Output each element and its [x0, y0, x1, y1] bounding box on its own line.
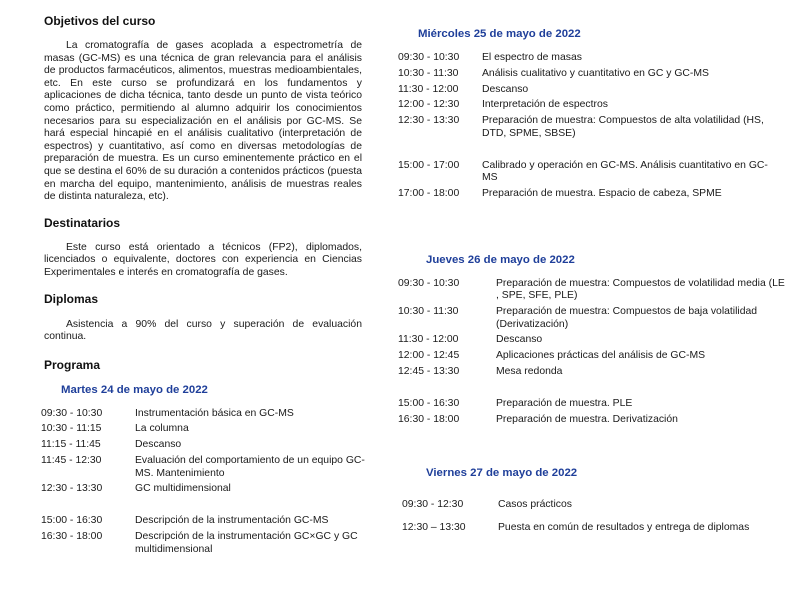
schedule-row [41, 455, 377, 483]
schedule-row [41, 423, 377, 439]
right-column [398, 14, 788, 535]
time-cell: 12:30 - 13:30 [398, 115, 460, 127]
destinatarios-text: Este curso está orientado a técnicos (FP2), diplomados, licenciados o equivalente, doctores con experiencia en Ciencias Experimentales e interés en cromatografía de gases. [44, 241, 362, 278]
activity-cell: Preparación de muestra: Compuestos de baja volatilidad (Derivatización) [496, 306, 758, 330]
schedule-row [398, 382, 788, 414]
day-title-miercoles: Miércoles 25 de mayo de 2022 [418, 28, 581, 40]
activity-cell: Descanso [496, 334, 543, 346]
schedule-row [398, 350, 788, 366]
activity-cell: Puesta en común de resultados y entrega de diplomas [498, 521, 750, 533]
activity-cell: Preparación de muestra: Compuestos de alta volatilidad (HS, DTD, SPME, SBSE) [482, 115, 764, 139]
time-cell: 12:30 - 13:30 [41, 483, 103, 495]
time-cell: 16:30 - 18:00 [41, 530, 103, 542]
schedule-row [41, 483, 377, 499]
schedule-row [398, 414, 788, 430]
time-cell: 10:30 - 11:30 [398, 67, 459, 79]
activity-cell: Descripción de la instrumentación GC×GC y GC multidimensional [135, 530, 358, 555]
schedule-row [398, 52, 788, 68]
schedule-row [398, 144, 788, 188]
time-cell: 11:30 - 12:00 [398, 334, 459, 346]
schedule-row [41, 408, 377, 424]
activity-cell: Preparación de muestra. Derivatización [496, 413, 678, 425]
left-column [41, 14, 365, 559]
time-cell: 11:15 - 11:45 [41, 439, 101, 451]
time-cell: 09:30 - 10:30 [398, 52, 460, 63]
activity-cell: La columna [135, 423, 189, 435]
time-cell: 11:30 - 12:00 [398, 83, 459, 95]
activity-cell: Preparación de muestra. PLE [496, 397, 633, 409]
time-cell: 09:30 - 10:30 [398, 277, 460, 289]
diplomas-heading: Diplomas [44, 291, 99, 306]
day-title-jueves: Jueves 26 de mayo de 2022 [426, 253, 575, 266]
activity-cell: Descanso [135, 439, 182, 451]
activity-cell: Mesa redonda [496, 365, 563, 377]
time-cell: 17:00 - 18:00 [398, 187, 460, 199]
time-cell: 15:00 - 17:00 [398, 159, 460, 171]
time-cell: 10:30 - 11:15 [41, 423, 102, 435]
activity-cell: Interpretación de espectros [482, 99, 608, 111]
day-title-viernes: Viernes 27 de mayo de 2022 [426, 467, 578, 480]
schedule-jueves [398, 278, 788, 430]
day-title-martes: Martes 24 de mayo de 2022 [61, 383, 208, 396]
time-cell: 15:00 - 16:30 [398, 397, 460, 409]
schedule-row [402, 499, 788, 522]
activity-cell: Instrumentación básica en GC-MS [135, 407, 294, 419]
schedule-row [398, 278, 788, 306]
activity-cell: Descripción de la instrumentación GC-MS [135, 515, 329, 527]
time-cell: 11:45 - 12:30 [41, 455, 102, 467]
schedule-row [398, 366, 788, 382]
schedule-row [398, 99, 788, 115]
schedule-martes [41, 408, 377, 560]
destinatarios-heading: Destinatarios [44, 215, 121, 230]
schedule-row [398, 115, 788, 143]
activity-cell: Evaluación del comportamiento de un equipo GC-MS. Mantenimiento [135, 455, 365, 479]
schedule-row [41, 499, 377, 531]
schedule-row [398, 306, 788, 334]
objetivos-text: La cromatografía de gases acoplada a espectrometría de masas (GC-MS) es una técnica de gran relevancia para el análisis de productos farmacéuticos, alimentos, muestras medioambientales, etc. En este curso se profundizará en los fundamentos y aplicaciones de dicha técnica, tanto desde un punto de vista teórico como práctico, permitiendo al alumno adquirir los conocimientos necesarios para su especialización en el análisis por GC-MS. Se hará especial hincapié en el análisis cualitativo (interpretación de espectros) y cuantitativo, así como en diversas metodologías de preparación de muestra. Es un curso eminentemente práctico en el que se destina el 60% de su duración a contenidos prácticos (puesta en marcha del equipo, mantenimiento, análisis de muestras reales de distinta naturaleza, etc). [44, 40, 362, 203]
diplomas-text: Asistencia a 90% del curso y superación de evaluación continua. [44, 318, 362, 343]
schedule-miercoles [398, 52, 788, 204]
schedule-row [398, 188, 788, 204]
time-cell: 15:00 - 16:30 [41, 515, 103, 527]
activity-cell: Aplicaciones prácticas del análisis de GC-MS [496, 350, 706, 362]
schedule-row [402, 522, 788, 535]
time-cell: 12:00 - 12:30 [398, 99, 460, 111]
activity-cell: Calibrado y operación en GC-MS. Análisis cuantitativo en GC-MS [482, 159, 768, 184]
programa-heading: Programa [44, 357, 101, 372]
time-cell: 16:30 - 18:00 [398, 413, 460, 425]
activity-cell: Preparación de muestra. Espacio de cabeza, SPME [482, 187, 722, 199]
activity-cell: Análisis cualitativo y cuantitativo en GC y GC-MS [482, 67, 709, 79]
activity-cell: Descanso [482, 83, 529, 95]
activity-cell: Preparación de muestra: Compuestos de volatilidad media (LE , SPE, SFE, PLE) [496, 277, 785, 302]
time-cell: 12:00 - 12:45 [398, 350, 460, 362]
schedule-row [41, 531, 377, 559]
activity-cell: GC multidimensional [135, 483, 231, 495]
schedule-row [41, 439, 377, 455]
time-cell: 09:30 - 10:30 [41, 407, 103, 419]
schedule-row [398, 84, 788, 100]
time-cell: 12:45 - 13:30 [398, 365, 460, 377]
time-cell: 09:30 - 12:30 [402, 499, 464, 511]
schedule-row [398, 68, 788, 84]
schedule-viernes [402, 499, 788, 534]
activity-cell: Casos prácticos [498, 499, 572, 511]
time-cell: 12:30 – 13:30 [402, 521, 466, 533]
schedule-row [398, 334, 788, 350]
activity-cell: El espectro de masas [482, 52, 582, 63]
objetivos-heading: Objetivos del curso [44, 14, 156, 28]
time-cell: 10:30 - 11:30 [398, 306, 459, 318]
